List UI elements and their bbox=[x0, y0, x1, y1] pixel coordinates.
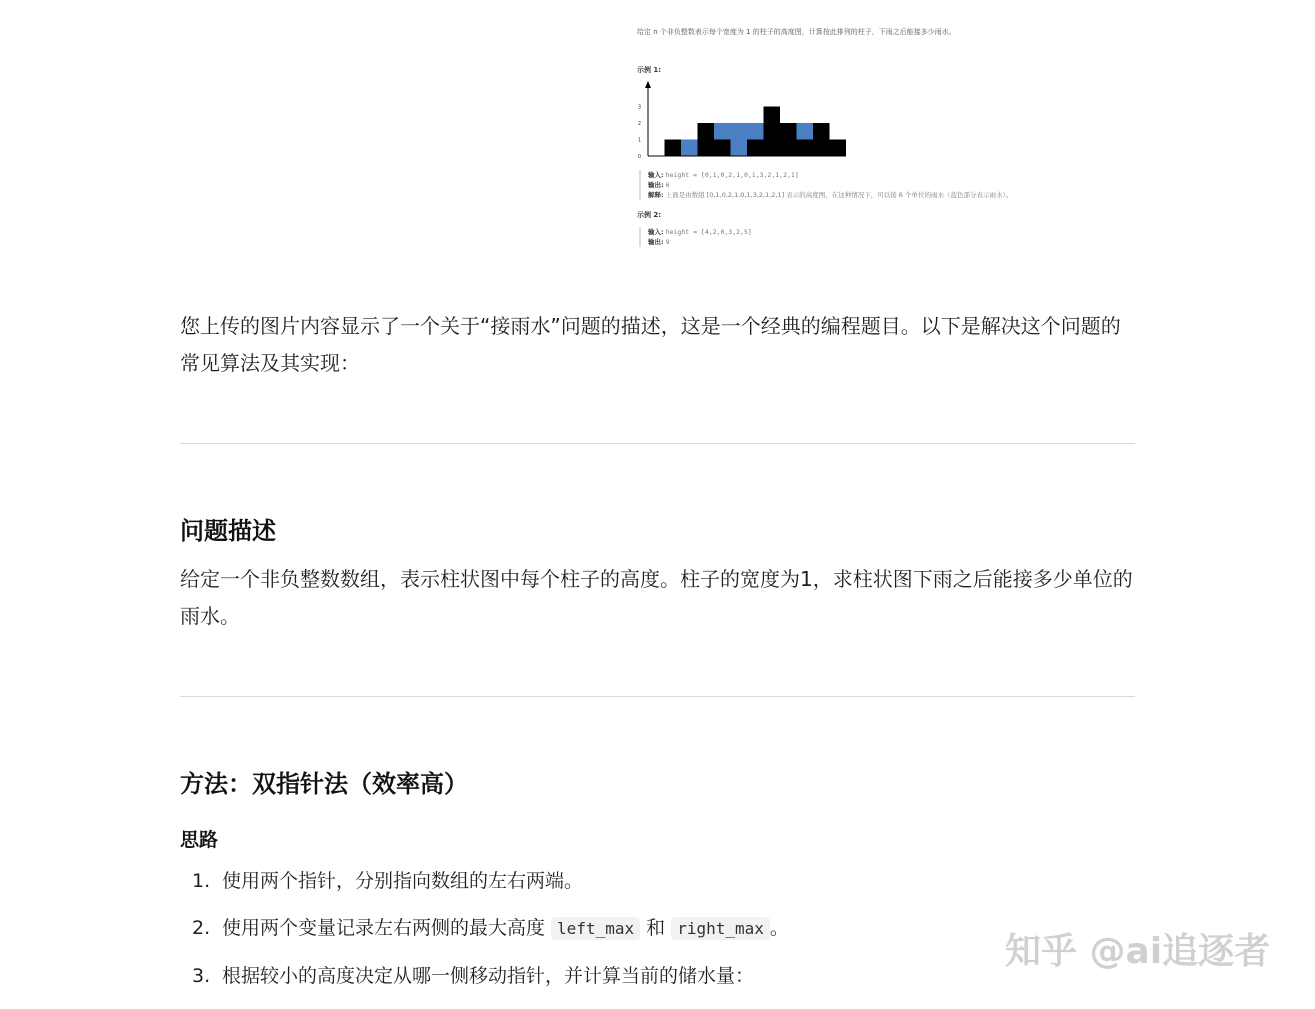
elevation-bar bbox=[764, 107, 781, 157]
inline-code-left-max: left_max bbox=[551, 917, 640, 940]
problem-heading: 问题描述 bbox=[180, 517, 276, 545]
step-text: 和 bbox=[640, 917, 672, 939]
rain-water-chart bbox=[630, 78, 870, 168]
intro-paragraph: 您上传的图片内容显示了一个关于“接雨水”问题的描述，这是一个经典的编程题目。以下是解决这个问题的常见算法及其实现： bbox=[180, 314, 1121, 375]
divider bbox=[180, 696, 1135, 697]
example-2-input: height = [4,2,0,3,2,5] bbox=[665, 228, 752, 236]
problem-paragraph: 给定一个非负整数数组，表示柱状图中每个柱子的高度。柱子的宽度为1，求柱状图下雨之后能接多少单位的雨水。 bbox=[180, 567, 1133, 628]
list-number: 2. bbox=[192, 917, 211, 939]
step-text: 根据较小的高度决定从哪一侧移动指针，并计算当前的储水量： bbox=[222, 965, 755, 987]
example-1-io bbox=[639, 170, 1012, 200]
output-label: 输出: bbox=[648, 238, 664, 246]
elevation-bar bbox=[714, 140, 731, 157]
water-bar bbox=[747, 123, 764, 140]
list-item bbox=[180, 867, 1135, 895]
water-bar bbox=[731, 123, 748, 156]
uploaded-image[interactable] bbox=[630, 20, 1090, 260]
example-2-io bbox=[639, 227, 752, 247]
y-tick-label: 3 bbox=[637, 104, 641, 111]
input-label: 输入: bbox=[648, 171, 664, 179]
step-text: 。 bbox=[769, 917, 789, 939]
output-label: 输出: bbox=[648, 181, 664, 189]
example-1-title: 示例 1: bbox=[637, 66, 662, 74]
list-item bbox=[180, 962, 1135, 990]
elevation-bar bbox=[698, 123, 715, 156]
y-tick-label: 0 bbox=[637, 154, 641, 160]
input-label: 输入: bbox=[648, 228, 664, 236]
list-item bbox=[180, 914, 1135, 943]
list-number: 1. bbox=[192, 870, 211, 892]
water-bar bbox=[714, 123, 731, 140]
example-1-input: height = [0,1,0,2,1,0,1,3,2,1,2,1] bbox=[665, 171, 799, 179]
example-1-explain: 上面是由数组 [0,1,0,2,1,0,1,3,2,1,2,1] 表示的高度图，在这种情况下，可以接 6 个单位的雨水（蓝色部分表示雨水）。 bbox=[665, 191, 1013, 199]
y-tick-label: 1 bbox=[637, 137, 641, 144]
divider bbox=[180, 443, 1135, 444]
example-2-title: 示例 2: bbox=[637, 211, 662, 219]
water-bar bbox=[797, 123, 814, 140]
y-tick-label: 2 bbox=[637, 121, 641, 127]
elevation-bar bbox=[780, 123, 797, 156]
list-number: 3. bbox=[192, 965, 211, 987]
approach-subheading: 思路 bbox=[180, 829, 219, 851]
watermark: 知乎 @ai追逐者 bbox=[1005, 931, 1271, 972]
step-text: 使用两个指针，分别指向数组的左右两端。 bbox=[222, 870, 584, 892]
elevation-bar bbox=[747, 140, 764, 157]
inline-code-right-max: right_max bbox=[671, 917, 770, 940]
example-2-output: 9 bbox=[665, 238, 670, 246]
step-text: 使用两个变量记录左右两侧的最大高度 bbox=[222, 917, 552, 939]
elevation-bar bbox=[813, 123, 830, 156]
elevation-bar bbox=[665, 140, 682, 157]
problem-description-text: 给定 n 个非负整数表示每个宽度为 1 的柱子的高度图，计算按此排列的柱子，下雨之后能接多少雨水。 bbox=[637, 28, 956, 36]
method-heading: 方法：双指针法（效率高） bbox=[180, 770, 468, 798]
water-bar bbox=[681, 140, 698, 157]
y-axis-arrow bbox=[645, 81, 651, 88]
steps-list bbox=[180, 867, 1135, 1009]
explain-label: 解释: bbox=[648, 191, 664, 199]
example-1-output: 6 bbox=[665, 181, 670, 189]
elevation-bar bbox=[797, 140, 814, 157]
elevation-bar bbox=[830, 140, 847, 157]
